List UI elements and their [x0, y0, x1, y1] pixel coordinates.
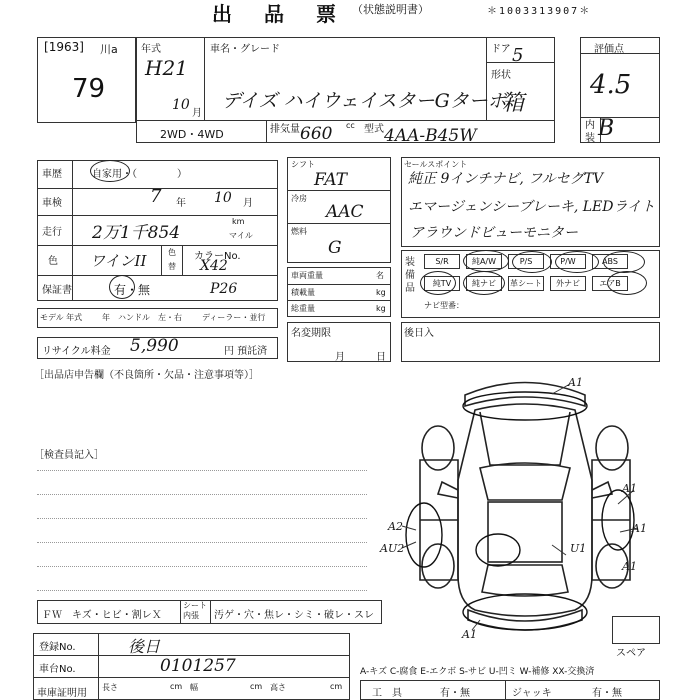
- jack-options: 有・無: [592, 688, 622, 699]
- doors-label: ドア: [491, 44, 511, 55]
- displacement-unit: cc: [346, 121, 355, 130]
- fuel-value: G: [328, 238, 342, 258]
- equipment-item: 純ナビ: [466, 276, 502, 291]
- interior-label-1: 内: [585, 120, 595, 131]
- history-circle: [90, 160, 130, 182]
- mileage-value: 2万1千854: [92, 223, 181, 243]
- damage-legend: A-キズ C-腐食 E-エクボ S-サビ U-凹ミ W-補修 XX-交換済: [360, 667, 595, 677]
- equipment-item: ABS: [592, 254, 628, 269]
- length-label: 長さ: [102, 683, 118, 692]
- displacement-label: 排気量: [270, 124, 300, 135]
- damage-mark-6: U1: [570, 542, 587, 555]
- equipment-item: エアB: [592, 276, 628, 291]
- weight-label: 車両重量: [291, 271, 323, 280]
- recycle-unit: 円 預託済: [224, 346, 268, 357]
- equipment-item: 外ナビ: [550, 276, 586, 291]
- recycle-value: 5,990: [130, 336, 179, 356]
- equip-circle-tv: [420, 271, 456, 295]
- late-entry-box: [401, 322, 660, 362]
- aircon-value: AAC: [326, 202, 364, 222]
- dealer-label: ディーラー・並行: [202, 313, 266, 322]
- equipment-label: 装備品: [405, 257, 415, 294]
- aircon-label: 冷房: [291, 194, 307, 203]
- model-row-year-unit: 年: [102, 313, 110, 322]
- shaken-year: 7: [150, 186, 162, 207]
- model-label: 型式: [364, 124, 384, 135]
- equip-circle-awheel: [463, 250, 509, 272]
- drive-label: 2WD・4WD: [160, 128, 224, 141]
- color-no-value: X42: [200, 258, 228, 274]
- color-no-value-2: P26: [210, 281, 238, 297]
- year-value: H21: [145, 56, 188, 80]
- equip-circle-airbag: [607, 271, 647, 295]
- tools-options: 有・無: [440, 688, 470, 699]
- warranty-circle: [109, 275, 135, 299]
- rename-month: 月: [335, 352, 345, 363]
- spare-box: [612, 616, 660, 644]
- warranty-options: 有・無: [114, 283, 151, 297]
- seat-label: シート 内張: [183, 601, 207, 620]
- equipment-item: 革シート: [508, 276, 544, 291]
- shape-label: 形状: [491, 70, 511, 81]
- height-label: 高さ: [270, 683, 286, 692]
- jack-label: ジャッキ: [512, 688, 552, 699]
- color-change-2: 替: [168, 262, 176, 271]
- length-cm: cm: [170, 682, 183, 691]
- damage-mark-2: A1: [622, 482, 637, 495]
- late-entry-label: 後日入: [404, 328, 434, 339]
- equip-circle-navi: [463, 271, 505, 295]
- month-unit: 月: [192, 108, 202, 119]
- width-label: 幅: [190, 683, 198, 692]
- car-damage-diagram: [380, 370, 670, 640]
- color-label: 色: [48, 256, 58, 267]
- shift-value: FAT: [314, 170, 348, 190]
- color-no-label: カラーNo.: [194, 251, 241, 262]
- name-value: デイズ ハイウェイスターGターボ: [222, 90, 507, 112]
- month-value: 10: [172, 97, 190, 113]
- mileage-unit-km: km: [232, 217, 245, 226]
- load-label: 積載量: [291, 288, 315, 297]
- shaken-month-unit: 月: [243, 198, 253, 209]
- sales-points-line2: エマージェンシーブレーキ, LEDライト: [408, 199, 656, 215]
- windshield-outline: [480, 463, 570, 500]
- model-value: 4AA-B45W: [384, 126, 477, 146]
- shaken-month: 10: [214, 190, 232, 206]
- serial-number: ＊1003313907＊: [487, 6, 592, 17]
- lot-code: [1963]: [44, 40, 84, 54]
- seat-options: 汚ゲ・穴・焦レ・シミ・破レ・スレ: [214, 610, 374, 621]
- rename-label: 名変期限: [291, 328, 331, 339]
- equip-circle-abs: [603, 251, 645, 273]
- chassis-value: 0101257: [160, 656, 236, 676]
- inspector-label: ［検査員記入］: [34, 450, 104, 461]
- shaken-year-unit: 年: [176, 198, 186, 209]
- equip-circle-ps: [512, 251, 552, 273]
- model-row-label: モデル 年式: [40, 313, 83, 322]
- shift-label: シフト: [291, 160, 315, 169]
- name-label: 車名・グレード: [210, 44, 280, 55]
- damage-mark-7: A1: [622, 560, 637, 573]
- wheel-front-left: [422, 426, 454, 470]
- displacement-value: 660: [300, 124, 333, 144]
- page-subtitle: （状態説明書）: [352, 3, 429, 16]
- height-cm: cm: [330, 682, 343, 691]
- recycle-label: リサイクル料金: [42, 346, 111, 357]
- shaken-label: 車検: [42, 198, 62, 209]
- equip-circle-pw: [555, 251, 599, 273]
- rear-bumper: [468, 610, 582, 630]
- tools-label: 工 具: [372, 688, 402, 699]
- damage-mark-8: A1: [462, 628, 477, 641]
- lot-number: 79: [72, 74, 106, 104]
- doors-value: 5: [512, 45, 524, 66]
- total-label: 総重量: [291, 304, 315, 313]
- spare-label: スペア: [616, 648, 646, 659]
- lot-code-value: 1963: [48, 40, 80, 54]
- color-change-1: 色: [168, 248, 176, 257]
- shape-value: 箱: [502, 91, 525, 116]
- page-title: 出 品 票: [212, 2, 342, 26]
- damage-mark-1: A1: [568, 376, 583, 389]
- wheel-front-right: [596, 426, 628, 470]
- warranty-label: 保証書: [42, 285, 72, 296]
- handle-label: ハンドル 左・右: [118, 313, 182, 322]
- interior-value: B: [598, 116, 615, 141]
- year-label: 年式: [141, 44, 161, 55]
- equipment-item: 純A/W: [466, 254, 502, 269]
- fuel-label: 燃料: [291, 227, 307, 236]
- damage-mark-5: AU2: [380, 542, 405, 555]
- registration-label: 登録No.: [39, 642, 76, 653]
- car-body-outline: [458, 404, 592, 616]
- mileage-unit-mile: マイル: [229, 231, 253, 240]
- seller-note-label: ［出品店申告欄（不良箇所・欠品・注意事項等）］: [34, 370, 259, 381]
- sales-points-line1: 純正 9インチナビ, フルセグTV: [408, 171, 604, 187]
- equipment-item: P/S: [508, 254, 544, 269]
- equipment-item: P/W: [550, 254, 586, 269]
- navi-model-label: ナビ型番：: [424, 301, 464, 310]
- color-value: ワインII: [90, 252, 147, 270]
- sales-points-label: セールスポイント: [404, 160, 468, 169]
- roof-outline: [488, 502, 562, 562]
- rear-window-outline: [482, 565, 568, 596]
- load-unit: kg: [376, 288, 386, 297]
- equipment-item: S/R: [424, 254, 460, 269]
- lot-code-suffix: 川a: [100, 43, 118, 56]
- cert-label: 車庫証明用: [37, 688, 87, 699]
- history-label: 車歴: [42, 169, 62, 180]
- history-value: 自家用・（ ）: [92, 169, 187, 180]
- left-mirror: [438, 482, 458, 498]
- rating-label: 評価点: [594, 44, 624, 55]
- rating-value: 4.5: [590, 70, 632, 100]
- capacity-unit: 名: [376, 271, 384, 280]
- fw-label: ＦＷ キズ・ヒビ・割レＸ: [42, 610, 162, 621]
- total-unit: kg: [376, 304, 386, 313]
- damage-mark-4: A1: [632, 522, 647, 535]
- rename-day: 日: [376, 352, 386, 363]
- chassis-label: 車台No.: [39, 664, 76, 675]
- interior-label-2: 装: [585, 133, 595, 144]
- sales-points-line3: アラウンドビューモニター: [410, 225, 578, 241]
- width-cm: cm: [250, 682, 263, 691]
- mileage-label: 走行: [42, 227, 62, 238]
- equipment-item: 純TV: [424, 276, 460, 291]
- damage-mark-3: A2: [388, 520, 403, 533]
- registration-value: 後日: [128, 637, 161, 656]
